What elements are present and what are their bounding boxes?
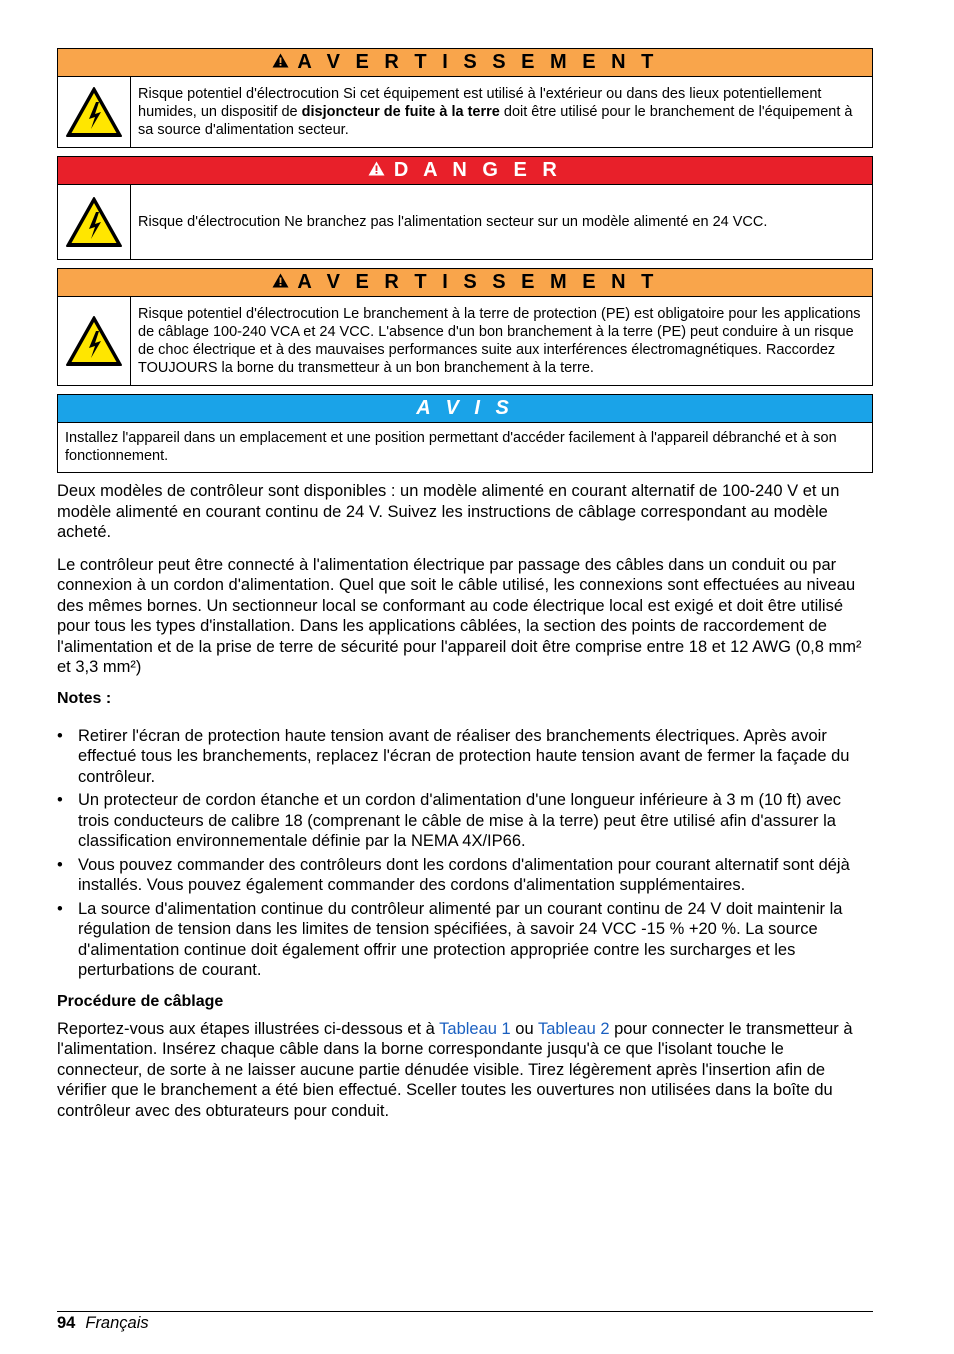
electrical-hazard-icon	[58, 185, 131, 259]
notice-message: Installez l'appareil dans un emplacement et une position permettant d'accéder facilement à l'appareil débranché et à son fonctionnement.	[65, 430, 837, 464]
danger-header	[58, 157, 872, 185]
warning-message: Risque potentiel d'électrocution Le branchement à la terre de protection (PE) est obligatoire pour les applications de câblage 100-240 VCA et 24 VCC. L'absence d'un bon branchement à la terre (PE) peut conduire à un risque de choc électrique et à des mauvaises performances suite aux interférences électromagnétiques. Raccordez TOUJOURS la borne du transmetteur à un bon branchement à la terre.	[138, 306, 861, 376]
electrical-hazard-icon	[58, 77, 131, 147]
warning-triangle-icon	[272, 273, 294, 292]
warning-box-1	[57, 48, 873, 148]
page-number: 94	[57, 1314, 76, 1332]
warning-title: A V E R T I S S E M E N T	[297, 271, 659, 293]
warning-title: A V E R T I S S E M E N T	[297, 51, 659, 73]
notes-list	[57, 726, 873, 981]
paragraph-connection: Le contrôleur peut être connecté à l'alimentation électrique par passage des câbles dans un conduit ou par connexion à un cordon d'alimentation. Quel que soit le câble utilisé, les connexions sont effectuées au niveau des mêmes bornes. Un sectionneur local se conformant au code électrique local est exigé et doit être utilisé pour tous les types d'installation. Dans les applications câblées, la section des points de raccordement de l'alimentation et de la prise de terre de sécurité pour l'appareil doit être comprise entre 18 et 12 AWG (0,8 mm² et 3,3 mm²)	[57, 555, 862, 676]
page-content	[57, 48, 873, 1133]
footer-language: Français	[85, 1314, 149, 1332]
danger-message: Risque d'électrocution Ne branchez pas l'alimentation secteur sur un modèle alimenté en 24 VCC.	[138, 214, 768, 230]
notes-label: Notes :	[57, 689, 112, 707]
table-1-link[interactable]: Tableau 1	[439, 1019, 511, 1038]
list-item: • Un protecteur de cordon étanche et un cordon d'alimentation d'une longueur inférieure à 3 m (10 ft) avec trois conducteurs de calibre 18 (comprenant le câble de mise à la terre) peut être utilisé afin d'assurer la classification environnementale définie par la NEMA 4X/IP66.	[57, 791, 842, 850]
warning-header	[58, 269, 872, 297]
warning-triangle-icon	[368, 161, 390, 180]
list-item: • Retirer l'écran de protection haute tension avant de réaliser des branchements électriques. Après avoir effectué tous les branchements, replacez l'écran de protection haute tension avant de fermer la façade du contrôleur.	[57, 726, 850, 786]
warning-box-2	[57, 268, 873, 386]
page-footer	[57, 1311, 873, 1334]
danger-title: D A N G E R	[393, 159, 562, 181]
danger-box	[57, 156, 873, 260]
electrical-hazard-icon	[58, 297, 131, 385]
procedure-paragraph: Reportez-vous aux étapes illustrées ci-dessous et à Tableau 1 ou Tableau 2 pour connecter le transmetteur à l'alimentation. Insérez chaque câble dans la borne correspondante jusqu'à ce que l'isolant touche le connecteur, de sorte à ne laisser aucune partie dénudée visible. Tirez légèrement après l'insertion afin de vérifier que le branchement a été bien effectué. Sceller toutes les ouvertures non utilisées dans la boîte du contrôleur avec des obturateurs pour conduit.	[57, 1019, 853, 1120]
notice-header: A V I S	[58, 395, 872, 423]
procedure-heading: Procédure de câblage	[57, 992, 224, 1010]
warning-triangle-icon	[272, 53, 294, 72]
paragraph-models: Deux modèles de contrôleur sont disponibles : un modèle alimenté en courant alternatif de 100-240 V et un modèle alimenté en courant continu de 24 V. Suivez les instructions de câblage correspondant au modèle acheté.	[57, 482, 840, 541]
warning-message: Risque potentiel d'électrocution Si cet équipement est utilisé à l'extérieur ou dans des lieux potentiellement humides, un dispositif de disjoncteur de fuite à la terre doit être utilisé pour le branchement de l'équipement à sa source d'alimentation secteur.	[138, 86, 853, 138]
warning-header	[58, 49, 872, 77]
list-item: • La source d'alimentation continue du contrôleur alimenté par un courant continu de 24 V doit maintenir la régulation de tension dans les limites de tension spécifiées, à savoir 24 VCC -15 % +20 %. La source d'alimentation continue doit également offrir une protection appropriée contre les surcharges et les perturbations de courant.	[57, 899, 843, 979]
table-2-link[interactable]: Tableau 2	[537, 1019, 610, 1038]
notice-box	[57, 394, 873, 473]
list-item: • Vous pouvez commander des contrôleurs dont les cordons d'alimentation pour courant alternatif sont déjà installés. Vous pouvez également commander des cordons d'alimentation supplémentaires.	[57, 855, 850, 894]
